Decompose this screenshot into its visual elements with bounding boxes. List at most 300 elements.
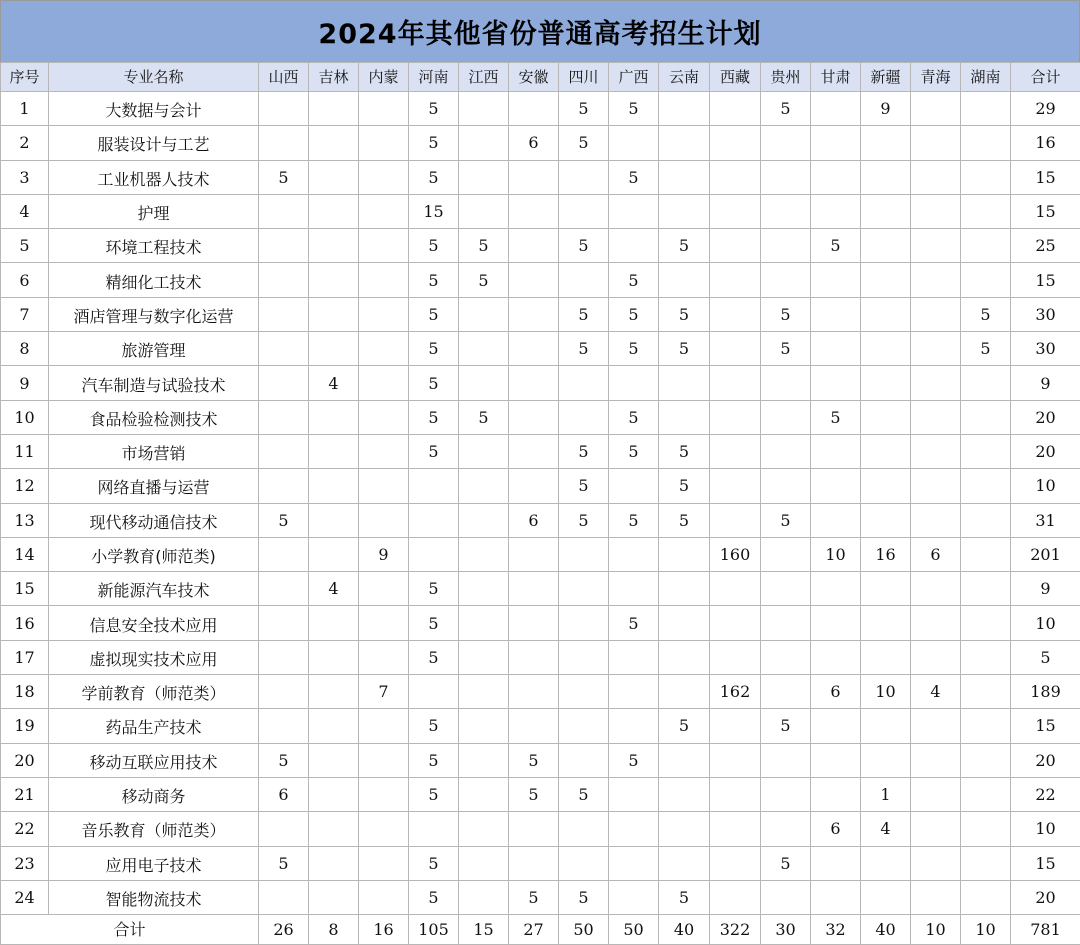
row-index-cell[interactable]: 22 — [1, 812, 49, 846]
quota-cell[interactable] — [459, 880, 509, 914]
quota-cell[interactable] — [961, 640, 1011, 674]
quota-cell[interactable]: 5 — [559, 297, 609, 331]
quota-cell[interactable] — [911, 640, 961, 674]
quota-cell[interactable]: 5 — [259, 743, 309, 777]
quota-cell[interactable] — [259, 606, 309, 640]
quota-cell[interactable] — [861, 469, 911, 503]
quota-cell[interactable]: 5 — [409, 572, 459, 606]
quota-cell[interactable] — [961, 675, 1011, 709]
quota-cell[interactable] — [761, 777, 811, 811]
row-index-cell[interactable]: 2 — [1, 126, 49, 160]
quota-cell[interactable] — [559, 640, 609, 674]
quota-cell[interactable] — [961, 503, 1011, 537]
quota-cell[interactable] — [559, 846, 609, 880]
quota-cell[interactable] — [961, 160, 1011, 194]
quota-cell[interactable] — [659, 160, 710, 194]
quota-cell[interactable]: 5 — [559, 126, 609, 160]
column-total-cell[interactable]: 27 — [509, 915, 559, 945]
quota-cell[interactable] — [761, 469, 811, 503]
major-name-cell[interactable]: 智能物流技术 — [49, 880, 259, 914]
quota-cell[interactable]: 5 — [409, 400, 459, 434]
quota-cell[interactable] — [459, 743, 509, 777]
quota-cell[interactable] — [861, 400, 911, 434]
quota-cell[interactable] — [961, 92, 1011, 126]
quota-cell[interactable] — [509, 640, 559, 674]
quota-cell[interactable] — [811, 469, 861, 503]
column-total-cell[interactable]: 8 — [309, 915, 359, 945]
quota-cell[interactable] — [659, 640, 710, 674]
quota-cell[interactable] — [359, 640, 409, 674]
quota-cell[interactable] — [459, 812, 509, 846]
quota-cell[interactable] — [309, 777, 359, 811]
quota-cell[interactable] — [309, 846, 359, 880]
row-total-cell[interactable]: 5 — [1011, 640, 1080, 674]
quota-cell[interactable] — [559, 812, 609, 846]
row-total-cell[interactable]: 20 — [1011, 880, 1080, 914]
quota-cell[interactable] — [710, 812, 761, 846]
row-total-cell[interactable]: 201 — [1011, 537, 1080, 571]
quota-cell[interactable] — [961, 194, 1011, 228]
quota-cell[interactable] — [259, 263, 309, 297]
quota-cell[interactable] — [609, 469, 659, 503]
row-index-cell[interactable]: 18 — [1, 675, 49, 709]
quota-cell[interactable] — [861, 126, 911, 160]
quota-cell[interactable] — [459, 469, 509, 503]
row-index-cell[interactable]: 5 — [1, 229, 49, 263]
quota-cell[interactable]: 5 — [409, 434, 459, 468]
quota-cell[interactable] — [309, 709, 359, 743]
quota-cell[interactable] — [509, 846, 559, 880]
major-name-cell[interactable]: 旅游管理 — [49, 332, 259, 366]
quota-cell[interactable]: 5 — [811, 400, 861, 434]
quota-cell[interactable]: 5 — [409, 263, 459, 297]
row-total-cell[interactable]: 22 — [1011, 777, 1080, 811]
quota-cell[interactable]: 5 — [509, 743, 559, 777]
quota-cell[interactable] — [409, 537, 459, 571]
quota-cell[interactable] — [559, 743, 609, 777]
row-total-cell[interactable]: 16 — [1011, 126, 1080, 160]
quota-cell[interactable] — [911, 503, 961, 537]
quota-cell[interactable] — [811, 332, 861, 366]
quota-cell[interactable]: 5 — [659, 297, 710, 331]
totals-label-cell[interactable]: 合计 — [1, 915, 259, 945]
quota-cell[interactable] — [309, 297, 359, 331]
quota-cell[interactable] — [659, 92, 710, 126]
quota-cell[interactable] — [659, 777, 710, 811]
row-index-cell[interactable]: 17 — [1, 640, 49, 674]
quota-cell[interactable]: 5 — [559, 503, 609, 537]
quota-cell[interactable]: 6 — [509, 503, 559, 537]
quota-cell[interactable] — [359, 434, 409, 468]
quota-cell[interactable] — [961, 846, 1011, 880]
quota-cell[interactable] — [309, 263, 359, 297]
quota-cell[interactable]: 5 — [659, 709, 710, 743]
quota-cell[interactable] — [259, 709, 309, 743]
quota-cell[interactable]: 5 — [259, 503, 309, 537]
quota-cell[interactable] — [659, 366, 710, 400]
row-total-cell[interactable]: 30 — [1011, 297, 1080, 331]
quota-cell[interactable] — [911, 880, 961, 914]
quota-cell[interactable] — [609, 846, 659, 880]
quota-cell[interactable] — [459, 846, 509, 880]
quota-cell[interactable] — [811, 297, 861, 331]
major-name-cell[interactable]: 音乐教育（师范类） — [49, 812, 259, 846]
quota-cell[interactable] — [710, 709, 761, 743]
quota-cell[interactable] — [811, 846, 861, 880]
quota-cell[interactable] — [710, 606, 761, 640]
column-total-cell[interactable]: 16 — [359, 915, 409, 945]
quota-cell[interactable]: 16 — [861, 537, 911, 571]
quota-cell[interactable] — [609, 229, 659, 263]
quota-cell[interactable] — [309, 400, 359, 434]
row-total-cell[interactable]: 9 — [1011, 366, 1080, 400]
quota-cell[interactable]: 5 — [609, 743, 659, 777]
quota-cell[interactable]: 5 — [409, 332, 459, 366]
quota-cell[interactable] — [259, 812, 309, 846]
quota-cell[interactable] — [761, 434, 811, 468]
quota-cell[interactable] — [861, 846, 911, 880]
quota-cell[interactable] — [961, 812, 1011, 846]
quota-cell[interactable] — [961, 743, 1011, 777]
quota-cell[interactable] — [710, 503, 761, 537]
quota-cell[interactable] — [811, 92, 861, 126]
quota-cell[interactable]: 5 — [659, 503, 710, 537]
major-name-cell[interactable]: 学前教育（师范类） — [49, 675, 259, 709]
quota-cell[interactable] — [761, 640, 811, 674]
quota-cell[interactable] — [509, 606, 559, 640]
quota-cell[interactable] — [811, 606, 861, 640]
quota-cell[interactable] — [861, 572, 911, 606]
quota-cell[interactable] — [509, 812, 559, 846]
major-name-cell[interactable]: 网络直播与运营 — [49, 469, 259, 503]
major-name-cell[interactable]: 食品检验检测技术 — [49, 400, 259, 434]
quota-cell[interactable] — [309, 126, 359, 160]
quota-cell[interactable] — [761, 194, 811, 228]
quota-cell[interactable]: 5 — [609, 434, 659, 468]
quota-cell[interactable] — [659, 263, 710, 297]
quota-cell[interactable]: 10 — [811, 537, 861, 571]
quota-cell[interactable]: 6 — [811, 812, 861, 846]
row-index-cell[interactable]: 19 — [1, 709, 49, 743]
row-index-cell[interactable]: 8 — [1, 332, 49, 366]
quota-cell[interactable] — [609, 709, 659, 743]
quota-cell[interactable] — [609, 572, 659, 606]
quota-cell[interactable] — [259, 640, 309, 674]
row-total-cell[interactable]: 189 — [1011, 675, 1080, 709]
quota-cell[interactable] — [359, 709, 409, 743]
quota-cell[interactable] — [459, 675, 509, 709]
column-total-cell[interactable]: 40 — [861, 915, 911, 945]
quota-cell[interactable] — [911, 194, 961, 228]
quota-cell[interactable] — [609, 675, 659, 709]
quota-cell[interactable] — [911, 92, 961, 126]
quota-cell[interactable] — [259, 297, 309, 331]
quota-cell[interactable] — [259, 126, 309, 160]
quota-cell[interactable] — [961, 469, 1011, 503]
quota-cell[interactable] — [761, 263, 811, 297]
quota-cell[interactable] — [811, 640, 861, 674]
column-total-cell[interactable]: 15 — [459, 915, 509, 945]
quota-cell[interactable] — [359, 263, 409, 297]
major-name-cell[interactable]: 应用电子技术 — [49, 846, 259, 880]
quota-cell[interactable] — [309, 606, 359, 640]
quota-cell[interactable] — [609, 366, 659, 400]
row-index-cell[interactable]: 7 — [1, 297, 49, 331]
quota-cell[interactable] — [459, 297, 509, 331]
quota-cell[interactable] — [259, 469, 309, 503]
quota-cell[interactable] — [761, 743, 811, 777]
quota-cell[interactable] — [961, 400, 1011, 434]
row-total-cell[interactable]: 31 — [1011, 503, 1080, 537]
quota-cell[interactable] — [710, 126, 761, 160]
quota-cell[interactable]: 10 — [861, 675, 911, 709]
quota-cell[interactable]: 1 — [861, 777, 911, 811]
column-total-cell[interactable]: 26 — [259, 915, 309, 945]
quota-cell[interactable] — [609, 812, 659, 846]
quota-cell[interactable] — [309, 880, 359, 914]
quota-cell[interactable] — [861, 640, 911, 674]
quota-cell[interactable]: 5 — [509, 777, 559, 811]
quota-cell[interactable] — [659, 606, 710, 640]
quota-cell[interactable] — [459, 777, 509, 811]
quota-cell[interactable] — [459, 366, 509, 400]
quota-cell[interactable] — [761, 366, 811, 400]
quota-cell[interactable] — [259, 675, 309, 709]
quota-cell[interactable]: 5 — [459, 229, 509, 263]
quota-cell[interactable] — [811, 160, 861, 194]
row-total-cell[interactable]: 20 — [1011, 743, 1080, 777]
quota-cell[interactable] — [710, 743, 761, 777]
quota-cell[interactable] — [459, 503, 509, 537]
row-index-cell[interactable]: 20 — [1, 743, 49, 777]
quota-cell[interactable] — [659, 812, 710, 846]
major-name-cell[interactable]: 护理 — [49, 194, 259, 228]
row-total-cell[interactable]: 15 — [1011, 194, 1080, 228]
quota-cell[interactable]: 5 — [509, 880, 559, 914]
quota-cell[interactable] — [359, 572, 409, 606]
row-total-cell[interactable]: 15 — [1011, 160, 1080, 194]
quota-cell[interactable]: 5 — [761, 297, 811, 331]
quota-cell[interactable] — [459, 160, 509, 194]
quota-cell[interactable] — [861, 160, 911, 194]
quota-cell[interactable] — [659, 400, 710, 434]
quota-cell[interactable] — [459, 709, 509, 743]
quota-cell[interactable] — [961, 263, 1011, 297]
quota-cell[interactable]: 5 — [409, 846, 459, 880]
quota-cell[interactable] — [459, 537, 509, 571]
quota-cell[interactable]: 5 — [409, 297, 459, 331]
quota-cell[interactable] — [710, 92, 761, 126]
quota-cell[interactable] — [359, 92, 409, 126]
quota-cell[interactable]: 5 — [259, 160, 309, 194]
major-name-cell[interactable]: 环境工程技术 — [49, 229, 259, 263]
quota-cell[interactable] — [459, 332, 509, 366]
quota-cell[interactable] — [459, 434, 509, 468]
quota-cell[interactable] — [911, 709, 961, 743]
quota-cell[interactable] — [811, 743, 861, 777]
quota-cell[interactable] — [761, 606, 811, 640]
column-total-cell[interactable]: 50 — [609, 915, 659, 945]
row-index-cell[interactable]: 23 — [1, 846, 49, 880]
grand-total-cell[interactable]: 781 — [1011, 915, 1080, 945]
quota-cell[interactable] — [309, 194, 359, 228]
major-name-cell[interactable]: 精细化工技术 — [49, 263, 259, 297]
quota-cell[interactable] — [359, 777, 409, 811]
row-index-cell[interactable]: 3 — [1, 160, 49, 194]
quota-cell[interactable] — [861, 332, 911, 366]
quota-cell[interactable]: 5 — [961, 332, 1011, 366]
major-name-cell[interactable]: 移动互联应用技术 — [49, 743, 259, 777]
major-name-cell[interactable]: 汽车制造与试验技术 — [49, 366, 259, 400]
quota-cell[interactable]: 4 — [309, 572, 359, 606]
quota-cell[interactable] — [811, 880, 861, 914]
quota-cell[interactable] — [861, 880, 911, 914]
quota-cell[interactable] — [710, 880, 761, 914]
quota-cell[interactable] — [259, 332, 309, 366]
quota-cell[interactable] — [911, 332, 961, 366]
quota-cell[interactable]: 5 — [761, 92, 811, 126]
quota-cell[interactable] — [811, 709, 861, 743]
quota-cell[interactable] — [459, 572, 509, 606]
quota-cell[interactable] — [761, 160, 811, 194]
quota-cell[interactable] — [911, 400, 961, 434]
quota-cell[interactable] — [609, 640, 659, 674]
major-name-cell[interactable]: 服装设计与工艺 — [49, 126, 259, 160]
quota-cell[interactable]: 5 — [609, 297, 659, 331]
quota-cell[interactable] — [961, 537, 1011, 571]
quota-cell[interactable]: 5 — [559, 434, 609, 468]
quota-cell[interactable] — [309, 640, 359, 674]
quota-cell[interactable] — [710, 297, 761, 331]
quota-cell[interactable]: 4 — [309, 366, 359, 400]
quota-cell[interactable]: 5 — [409, 709, 459, 743]
quota-cell[interactable] — [710, 434, 761, 468]
major-name-cell[interactable]: 信息安全技术应用 — [49, 606, 259, 640]
quota-cell[interactable] — [309, 537, 359, 571]
quota-cell[interactable] — [861, 503, 911, 537]
quota-cell[interactable] — [710, 229, 761, 263]
major-name-cell[interactable]: 工业机器人技术 — [49, 160, 259, 194]
quota-cell[interactable] — [309, 812, 359, 846]
quota-cell[interactable] — [559, 194, 609, 228]
quota-cell[interactable] — [911, 263, 961, 297]
quota-cell[interactable] — [409, 675, 459, 709]
quota-cell[interactable] — [811, 434, 861, 468]
quota-cell[interactable] — [359, 194, 409, 228]
row-total-cell[interactable]: 20 — [1011, 400, 1080, 434]
quota-cell[interactable]: 5 — [409, 640, 459, 674]
quota-cell[interactable] — [509, 297, 559, 331]
quota-cell[interactable] — [961, 434, 1011, 468]
quota-cell[interactable] — [259, 537, 309, 571]
quota-cell[interactable] — [961, 709, 1011, 743]
quota-cell[interactable] — [359, 812, 409, 846]
quota-cell[interactable] — [609, 880, 659, 914]
quota-cell[interactable] — [659, 194, 710, 228]
row-index-cell[interactable]: 12 — [1, 469, 49, 503]
quota-cell[interactable] — [509, 229, 559, 263]
quota-cell[interactable]: 4 — [861, 812, 911, 846]
quota-cell[interactable] — [911, 366, 961, 400]
quota-cell[interactable] — [659, 846, 710, 880]
quota-cell[interactable] — [259, 229, 309, 263]
quota-cell[interactable] — [359, 880, 409, 914]
quota-cell[interactable] — [811, 572, 861, 606]
row-index-cell[interactable]: 6 — [1, 263, 49, 297]
quota-cell[interactable] — [559, 400, 609, 434]
quota-cell[interactable] — [309, 434, 359, 468]
quota-cell[interactable] — [861, 297, 911, 331]
column-total-cell[interactable]: 10 — [961, 915, 1011, 945]
major-name-cell[interactable]: 移动商务 — [49, 777, 259, 811]
row-index-cell[interactable]: 1 — [1, 92, 49, 126]
major-name-cell[interactable]: 小学教育(师范类) — [49, 537, 259, 571]
quota-cell[interactable]: 5 — [609, 606, 659, 640]
row-total-cell[interactable]: 10 — [1011, 812, 1080, 846]
quota-cell[interactable] — [659, 126, 710, 160]
column-total-cell[interactable]: 105 — [409, 915, 459, 945]
quota-cell[interactable]: 5 — [409, 92, 459, 126]
quota-cell[interactable] — [509, 709, 559, 743]
quota-cell[interactable] — [861, 366, 911, 400]
quota-cell[interactable] — [911, 229, 961, 263]
quota-cell[interactable]: 5 — [409, 606, 459, 640]
quota-cell[interactable] — [861, 229, 911, 263]
quota-cell[interactable]: 160 — [710, 537, 761, 571]
quota-cell[interactable] — [459, 606, 509, 640]
quota-cell[interactable]: 9 — [359, 537, 409, 571]
quota-cell[interactable] — [710, 640, 761, 674]
quota-cell[interactable] — [861, 709, 911, 743]
quota-cell[interactable]: 6 — [811, 675, 861, 709]
quota-cell[interactable] — [509, 332, 559, 366]
quota-cell[interactable] — [861, 263, 911, 297]
quota-cell[interactable]: 5 — [609, 503, 659, 537]
quota-cell[interactable] — [761, 229, 811, 263]
quota-cell[interactable] — [811, 777, 861, 811]
quota-cell[interactable]: 5 — [409, 229, 459, 263]
quota-cell[interactable] — [509, 92, 559, 126]
column-total-cell[interactable]: 30 — [761, 915, 811, 945]
quota-cell[interactable] — [509, 160, 559, 194]
quota-cell[interactable]: 5 — [761, 846, 811, 880]
quota-cell[interactable]: 5 — [659, 880, 710, 914]
quota-cell[interactable] — [761, 675, 811, 709]
quota-cell[interactable] — [309, 469, 359, 503]
quota-cell[interactable]: 5 — [609, 160, 659, 194]
quota-cell[interactable] — [710, 366, 761, 400]
quota-cell[interactable] — [861, 434, 911, 468]
row-total-cell[interactable]: 10 — [1011, 606, 1080, 640]
quota-cell[interactable] — [710, 572, 761, 606]
quota-cell[interactable] — [509, 675, 559, 709]
quota-cell[interactable] — [559, 572, 609, 606]
quota-cell[interactable] — [761, 126, 811, 160]
row-index-cell[interactable]: 4 — [1, 194, 49, 228]
quota-cell[interactable] — [509, 537, 559, 571]
quota-cell[interactable] — [459, 640, 509, 674]
quota-cell[interactable] — [911, 126, 961, 160]
quota-cell[interactable] — [359, 400, 409, 434]
quota-cell[interactable]: 5 — [559, 92, 609, 126]
quota-cell[interactable] — [559, 537, 609, 571]
quota-cell[interactable] — [961, 606, 1011, 640]
quota-cell[interactable]: 7 — [359, 675, 409, 709]
quota-cell[interactable] — [710, 469, 761, 503]
row-index-cell[interactable]: 11 — [1, 434, 49, 468]
row-total-cell[interactable]: 10 — [1011, 469, 1080, 503]
quota-cell[interactable] — [761, 572, 811, 606]
